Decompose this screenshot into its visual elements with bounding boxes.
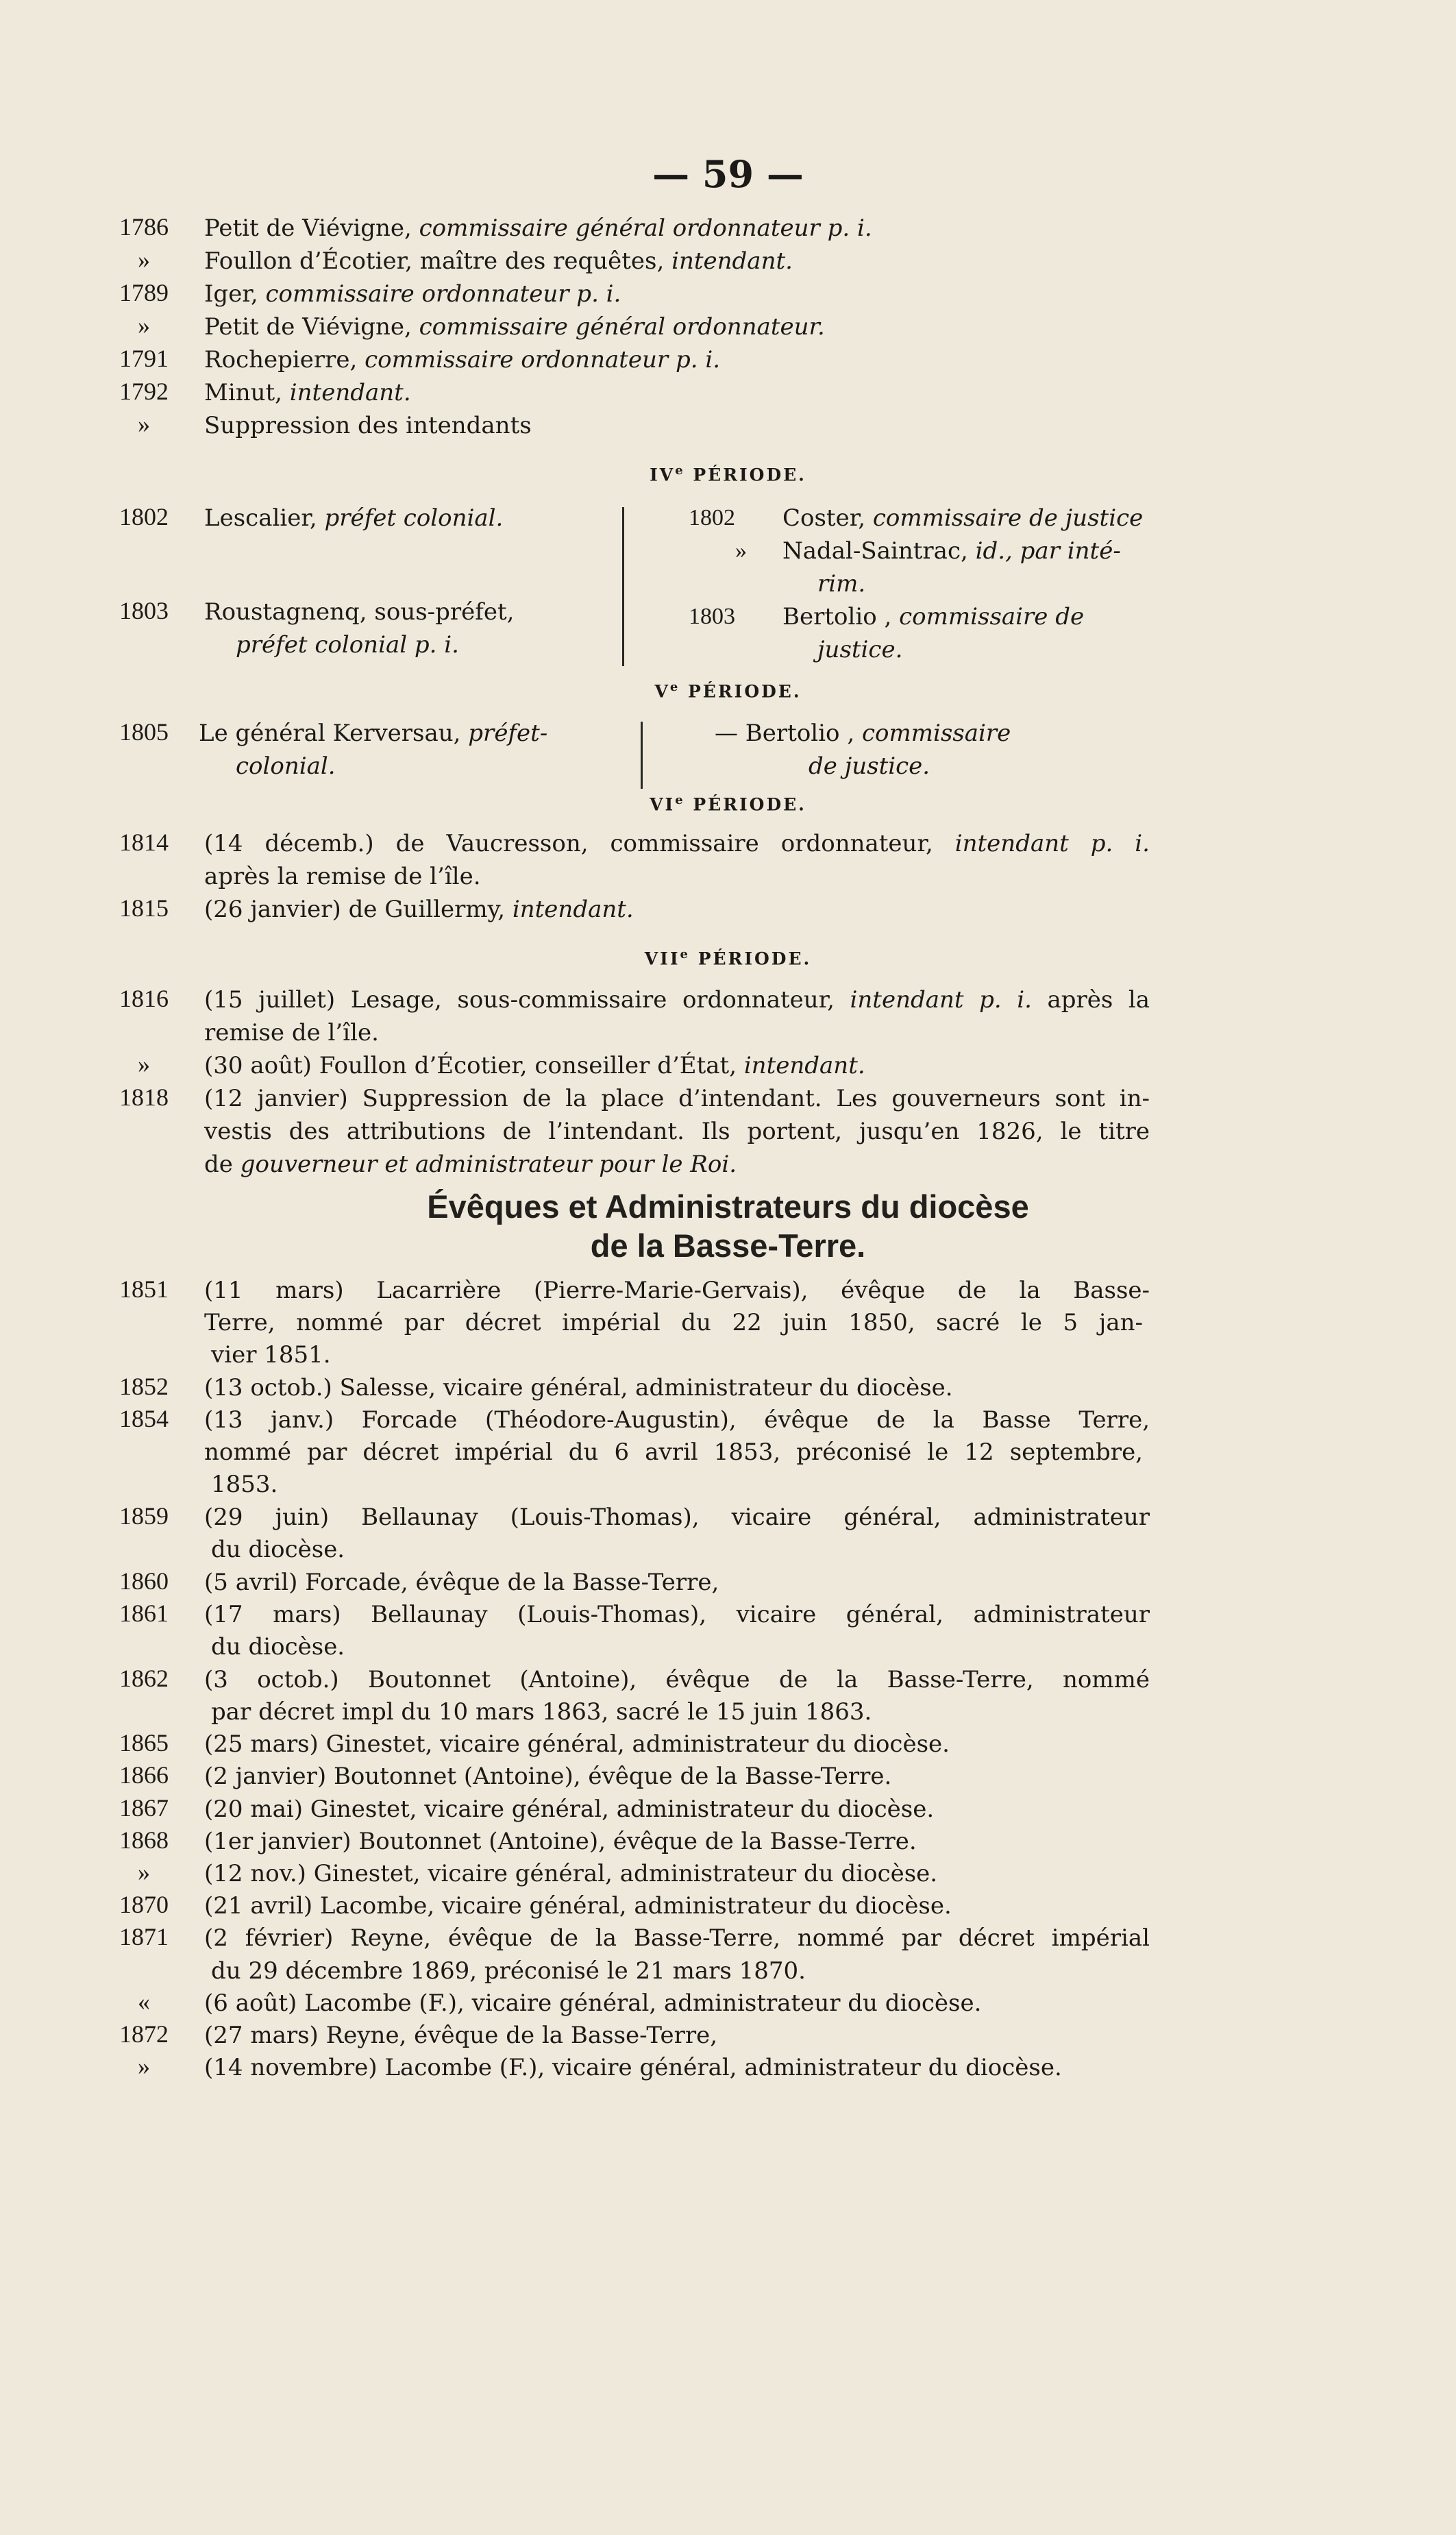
section-heading: Évêques et Administrateurs du diocèse xyxy=(427,1188,1029,1225)
entry-year: 1867 xyxy=(119,1794,169,1822)
entry-line xyxy=(0,1339,1456,1373)
entry-line xyxy=(0,377,1456,411)
right-entry-text: justice. xyxy=(817,636,903,663)
entry-line xyxy=(0,1404,1456,1438)
entry-text: vier 1851. xyxy=(211,1341,331,1369)
entry-text: Roustagnenq, sous-préfet, xyxy=(204,598,515,626)
entry-text: nommé par décret impérial du 6 avril 1853, préconisé le 12 septembre, xyxy=(204,1438,1143,1466)
entry-year: 1802 xyxy=(119,503,169,530)
entry-text: (29 juin) Bellaunay (Louis-Thomas), vicaire général, administrateur xyxy=(204,1504,1150,1531)
entry-line xyxy=(0,1793,1456,1828)
entry-text: (11 mars) Lacarrière (Pierre-Marie-Gervais), évêque de la Basse- xyxy=(204,1277,1150,1304)
entry-text: 1853. xyxy=(211,1471,278,1498)
entry-text: Minut, intendant. xyxy=(204,379,411,406)
entry-line xyxy=(0,1955,1456,1989)
entry-year: » xyxy=(138,246,150,273)
entry-line xyxy=(0,344,1456,378)
entry-year: 1818 xyxy=(119,1083,169,1111)
entry-year: » xyxy=(138,2053,150,2080)
entry-text: colonial. xyxy=(236,752,336,780)
entry-text: (30 août) Foullon d’Écotier, conseiller d’État, intendant. xyxy=(204,1052,865,1079)
section-heading: de la Basse-Terre. xyxy=(590,1227,866,1264)
entry-text: Foullon d’Écotier, maître des requêtes, intendant. xyxy=(204,247,793,275)
entry-year: » xyxy=(138,411,150,438)
entry-line xyxy=(0,1858,1456,1892)
entry-text: (20 mai) Ginestet, vicaire général, administrateur du diocèse. xyxy=(204,1796,935,1823)
entry-line xyxy=(0,1890,1456,1924)
entry-text: du 29 décembre 1869, préconisé le 21 mars 1870. xyxy=(211,1957,806,1985)
entry-year: 1816 xyxy=(119,985,169,1012)
entry-year: 1871 xyxy=(119,1923,169,1950)
entry-text: Terre, nommé par décret impérial du 22 juin 1850, sacré le 5 jan- xyxy=(204,1309,1143,1336)
entry-text: (14 novembre) Lacombe (F.), vicaire général, administrateur du diocèse. xyxy=(204,2054,1062,2081)
entry-text: (26 janvier) de Guillermy, intendant. xyxy=(204,896,634,923)
entry-line xyxy=(0,894,1456,928)
right-year: 1803 xyxy=(689,604,735,629)
entry-year: 1866 xyxy=(119,1761,169,1789)
entry-year: » xyxy=(138,1859,150,1886)
entry-line xyxy=(0,1372,1456,1406)
entry-line xyxy=(0,1116,1456,1150)
entry-year: 1868 xyxy=(119,1826,169,1854)
entry-year: 1814 xyxy=(119,829,169,856)
entry-text: Le général Kerversau, préfet- xyxy=(199,720,548,747)
entry-year: 1852 xyxy=(119,1373,169,1400)
right-entry-text: de justice. xyxy=(809,752,930,780)
entry-text: (17 mars) Bellaunay (Louis-Thomas), vicaire général, administrateur xyxy=(204,1601,1150,1628)
entry-text: (13 octob.) Salesse, vicaire général, administrateur du diocèse. xyxy=(204,1374,953,1401)
entry-year: » xyxy=(138,312,150,339)
entry-year: 1872 xyxy=(119,2020,169,2048)
entry-line xyxy=(0,1761,1456,1795)
entry-line xyxy=(0,861,1456,895)
entry-line xyxy=(0,1050,1456,1084)
entry-line xyxy=(0,2020,1456,2054)
entry-text: Lescalier, préfet colonial. xyxy=(204,504,504,532)
entry-line xyxy=(0,1922,1456,1957)
entry-year: 1851 xyxy=(119,1275,169,1303)
right-entry-text: Coster, commissaire de justice xyxy=(782,504,1144,532)
entry-line xyxy=(0,1664,1456,1698)
entry-text: Iger, commissaire ordonnateur p. i. xyxy=(204,280,621,308)
entry-text: préfet colonial p. i. xyxy=(236,631,459,659)
period-heading: IVe PÉRIODE. xyxy=(650,463,806,485)
period-heading: VIIe PÉRIODE. xyxy=(644,947,812,969)
column-divider xyxy=(641,722,643,789)
entry-text: vestis des attributions de l’intendant. Ils portent, jusqu’en 1826, le titre xyxy=(204,1118,1150,1145)
entry-line xyxy=(0,278,1456,313)
entry-text: (12 janvier) Suppression de la place d’intendant. Les gouverneurs sont in- xyxy=(204,1085,1150,1112)
page-number: — 59 — xyxy=(652,152,804,196)
right-entry-text: Nadal-Saintrac, id., par inté- xyxy=(782,537,1121,565)
entry-year: 1870 xyxy=(119,1891,169,1918)
entry-text: remise de l’île. xyxy=(204,1019,379,1046)
entry-line xyxy=(0,1436,1456,1471)
entry-year: 1815 xyxy=(119,894,169,922)
entry-line xyxy=(0,1083,1456,1117)
entry-year: 1791 xyxy=(119,345,169,372)
entry-year: 1786 xyxy=(119,213,169,241)
entry-year: 1859 xyxy=(119,1502,169,1530)
entry-text: Petit de Viévigne, commissaire général ordonnateur. xyxy=(204,313,825,341)
entry-year: 1803 xyxy=(119,597,169,624)
entry-line xyxy=(0,212,1456,247)
period-heading: VIe PÉRIODE. xyxy=(650,793,806,815)
entry-line xyxy=(0,1696,1456,1730)
entry-line xyxy=(0,1987,1456,2022)
entry-line xyxy=(0,1017,1456,1051)
entry-text: (2 février) Reyne, évêque de la Basse-Terre, nommé par décret impérial xyxy=(204,1924,1150,1952)
entry-year: 1789 xyxy=(119,279,169,306)
entry-line xyxy=(0,828,1456,862)
entry-line xyxy=(0,1275,1456,1309)
entry-text: (2 janvier) Boutonnet (Antoine), évêque de la Basse-Terre. xyxy=(204,1763,892,1790)
column-divider xyxy=(622,507,624,666)
entry-line xyxy=(0,1599,1456,1633)
entry-line xyxy=(0,1567,1456,1601)
entry-text: (3 octob.) Boutonnet (Antoine), évêque de la Basse-Terre, nommé xyxy=(204,1666,1150,1693)
entry-line xyxy=(0,984,1456,1018)
entry-text: après la remise de l’île. xyxy=(204,863,481,890)
right-year: » xyxy=(735,538,747,563)
entry-line xyxy=(0,1826,1456,1860)
entry-text: par décret impl du 10 mars 1863, sacré le 15 juin 1863. xyxy=(211,1698,872,1726)
entry-line xyxy=(0,1502,1456,1536)
entry-year: 1860 xyxy=(119,1567,169,1595)
entry-text: (12 nov.) Ginestet, vicaire général, administrateur du diocèse. xyxy=(204,1860,938,1887)
right-entry-text: Bertolio , commissaire de xyxy=(782,603,1085,630)
entry-line xyxy=(0,629,1456,663)
entry-text: Suppression des intendants xyxy=(204,412,532,439)
period-heading: Ve PÉRIODE. xyxy=(654,680,802,702)
right-year: 1802 xyxy=(689,505,735,530)
entry-year: « xyxy=(138,1988,150,2016)
entry-line xyxy=(0,1534,1456,1568)
entry-line xyxy=(0,311,1456,345)
entry-line xyxy=(0,1149,1456,1183)
entry-year: 1805 xyxy=(119,718,169,746)
entry-line xyxy=(0,1307,1456,1341)
entry-text: Rochepierre, commissaire ordonnateur p. i. xyxy=(204,346,721,373)
entry-text: de gouverneur et administrateur pour le Roi. xyxy=(204,1151,737,1178)
entry-year: 1854 xyxy=(119,1405,169,1432)
entry-line xyxy=(0,245,1456,280)
right-entry-text: rim. xyxy=(817,570,866,598)
entry-year: 1861 xyxy=(119,1600,169,1627)
right-entry-text: — Bertolio , commissaire xyxy=(715,720,1011,747)
entry-text: (21 avril) Lacombe, vicaire général, administrateur du diocèse. xyxy=(204,1892,952,1920)
entry-text: (15 juillet) Lesage, sous-commissaire ordonnateur, intendant p. i. après la xyxy=(204,986,1150,1014)
entry-text: (6 août) Lacombe (F.), vicaire général, administrateur du diocèse. xyxy=(204,1989,982,2017)
entry-text: (1er janvier) Boutonnet (Antoine), évêque de la Basse-Terre. xyxy=(204,1828,917,1855)
entry-text: (25 mars) Ginestet, vicaire général, administrateur du diocèse. xyxy=(204,1730,950,1758)
entry-year: 1865 xyxy=(119,1729,169,1756)
entry-line xyxy=(0,1469,1456,1503)
entry-text: (13 janv.) Forcade (Théodore-Augustin), évêque de la Basse Terre, xyxy=(204,1406,1150,1434)
entry-text: (14 décemb.) de Vaucresson, commissaire ordonnateur, intendant p. i. xyxy=(204,830,1150,857)
entry-text: du diocèse. xyxy=(211,1536,345,1563)
entry-text: Petit de Viévigne, commissaire général ordonnateur p. i. xyxy=(204,215,872,242)
entry-year: 1862 xyxy=(119,1665,169,1692)
entry-line xyxy=(0,1728,1456,1763)
entry-line xyxy=(0,410,1456,444)
entry-text: (5 avril) Forcade, évêque de la Basse-Terre, xyxy=(204,1569,719,1596)
entry-line xyxy=(0,1631,1456,1665)
entry-year: » xyxy=(138,1051,150,1078)
entry-line xyxy=(0,2052,1456,2086)
entry-text: (27 mars) Reyne, évêque de la Basse-Terre, xyxy=(204,2022,718,2049)
entry-year: 1792 xyxy=(119,378,169,405)
entry-text: du diocèse. xyxy=(211,1633,345,1661)
